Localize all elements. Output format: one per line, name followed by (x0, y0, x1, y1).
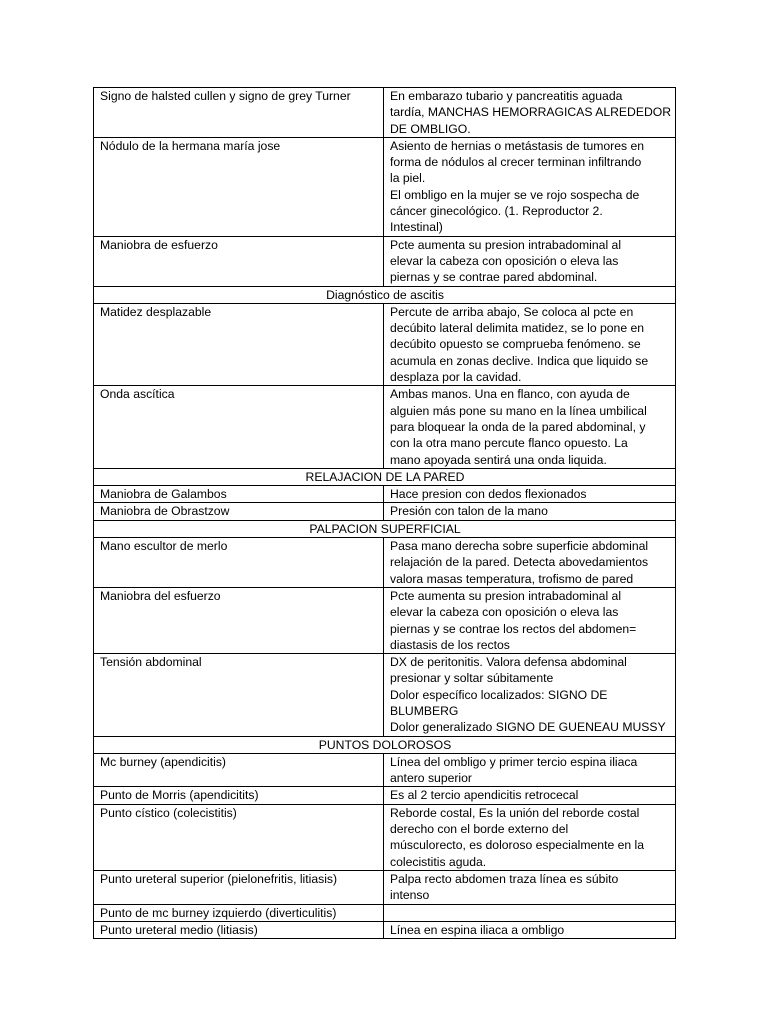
term-cell: Maniobra del esfuerzo (94, 587, 384, 653)
description-line: elevar la cabeza con oposición o eleva las (390, 605, 619, 620)
description-line: mano apoyada sentirá una onda liquida. (390, 452, 607, 467)
table-row (94, 236, 676, 286)
description-line: la piel. (390, 171, 426, 186)
table-row (94, 787, 676, 804)
description-line: para bloquear la onda de la pared abdominal, y (390, 419, 646, 434)
section-title: PUNTOS DOLOROSOS (94, 736, 676, 753)
description-line: colecistitis aguda. (390, 854, 487, 869)
description-line: decúbito lateral delimita matidez, se lo pone en (390, 321, 645, 336)
description-cell (384, 870, 676, 904)
table-row (94, 870, 676, 904)
description-cell (384, 236, 676, 286)
section-title: PALPACION SUPERFICIAL (94, 520, 676, 537)
section-title: RELAJACION DE LA PARED (94, 468, 676, 485)
table-row (94, 753, 676, 787)
description-line: alguien más pone su mano en la línea umbilical (390, 403, 647, 418)
table-row (94, 587, 676, 653)
description-cell (384, 904, 676, 921)
description-line: músculorecto, es doloroso especialmente en la (390, 838, 645, 853)
section-header-row (94, 736, 676, 753)
term-cell: Nódulo de la hermana maría jose (94, 137, 384, 236)
table-row (94, 88, 676, 138)
description-line: BLUMBERG (390, 703, 459, 718)
description-line: tardía, MANCHAS HEMORRAGICAS ALREDEDOR (390, 105, 672, 120)
description-line: intenso (390, 888, 430, 903)
description-line: El ombligo en la mujer se ve rojo sospecha de (390, 187, 640, 202)
description-line (390, 905, 670, 921)
description-line: Es al 2 tercio apendicitis retrocecal (390, 788, 579, 803)
description-line: relajación de la pared. Detecta abovedamientos (390, 555, 649, 570)
term-cell: Punto de mc burney izquierdo (diverticulitis) (94, 904, 384, 921)
description-line: antero superior (390, 771, 472, 786)
description-line: desplaza por la cavidad. (390, 370, 522, 385)
description-line: valora masas temperatura, trofismo de pared (390, 571, 634, 586)
description-cell (384, 804, 676, 870)
description-cell (384, 303, 676, 385)
term-cell: Punto de Morris (apendicitits) (94, 787, 384, 804)
description-line: diastasis de los rectos (390, 637, 510, 652)
description-line: Línea en espina iliaca a ombligo (390, 922, 565, 937)
description-cell (384, 654, 676, 736)
description-line: elevar la cabeza con oposición o eleva las (390, 253, 619, 268)
table-row (94, 486, 676, 503)
term-cell: Mano escultor de merlo (94, 538, 384, 588)
table-row (94, 804, 676, 870)
table-row (94, 654, 676, 736)
description-cell (384, 137, 676, 236)
description-line: Pcte aumenta su presion intrabadominal al (390, 237, 622, 252)
clinical-signs-table (93, 87, 676, 939)
description-line: presionar y soltar súbitamente (390, 671, 554, 686)
term-cell: Punto cístico (colecistitis) (94, 804, 384, 870)
description-cell (384, 486, 676, 503)
description-line: Dolor generalizado SIGNO DE GUENEAU MUSSY (390, 720, 666, 735)
description-cell (384, 503, 676, 520)
description-line: Hace presion con dedos flexionados (390, 487, 587, 502)
table-row (94, 921, 676, 938)
description-line: Reborde costal, Es la unión del reborde costal (390, 805, 640, 820)
term-cell: Maniobra de Galambos (94, 486, 384, 503)
description-line: Dolor específico localizados: SIGNO DE (390, 687, 608, 702)
description-line: piernas y se contrae pared abdominal. (390, 270, 598, 285)
term-cell: Punto ureteral superior (pielonefritis, litiasis) (94, 870, 384, 904)
description-line: DX de peritonitis. Valora defensa abdominal (390, 655, 627, 670)
section-title: Diagnóstico de ascitis (94, 286, 676, 303)
table-row (94, 538, 676, 588)
description-line: Palpa recto abdomen traza línea es súbito (390, 871, 619, 886)
term-cell: Signo de halsted cullen y signo de grey Turner (94, 88, 384, 138)
description-line: En embarazo tubario y pancreatitis aguada (390, 89, 623, 103)
term-cell: Matidez desplazable (94, 303, 384, 385)
term-cell: Mc burney (apendicitis) (94, 753, 384, 787)
description-cell (384, 88, 676, 138)
description-cell (384, 386, 676, 468)
section-header-row (94, 468, 676, 485)
description-cell (384, 921, 676, 938)
description-line: cáncer ginecológico. (1. Reproductor 2. (390, 204, 603, 219)
description-cell (384, 538, 676, 588)
description-line: Percute de arriba abajo, Se coloca al pcte en (390, 304, 634, 319)
description-line: decúbito opuesto se comprueba fenómeno. se (390, 337, 641, 352)
description-line: Intestinal) (390, 220, 443, 235)
term-cell: Punto ureteral medio (litiasis) (94, 921, 384, 938)
description-cell (384, 587, 676, 653)
table-row (94, 303, 676, 385)
description-line: Línea del ombligo y primer tercio espina iliaca (390, 754, 638, 769)
table-row (94, 503, 676, 520)
description-line: Presión con talon de la mano (390, 504, 548, 519)
description-line: Pasa mano derecha sobre superficie abdominal (390, 539, 649, 554)
table-row (94, 386, 676, 468)
term-cell: Tensión abdominal (94, 654, 384, 736)
description-line: Ambas manos. Una en flanco, con ayuda de (390, 387, 630, 402)
term-cell: Maniobra de esfuerzo (94, 236, 384, 286)
table-row (94, 904, 676, 921)
description-line: DE OMBLIGO. (390, 121, 471, 136)
description-line: derecho con el borde externo del (390, 822, 569, 837)
description-line: piernas y se contrae los rectos del abdomen= (390, 621, 637, 636)
description-cell (384, 787, 676, 804)
description-line: Pcte aumenta su presion intrabadominal al (390, 588, 622, 603)
description-line: Asiento de hernias o metástasis de tumores en (390, 138, 645, 153)
table-row (94, 137, 676, 236)
description-line: forma de nódulos al crecer terminan infiltrando (390, 155, 642, 170)
section-header-row (94, 520, 676, 537)
description-line: con la otra mano percute flanco opuesto. La (390, 436, 628, 451)
term-cell: Onda ascítica (94, 386, 384, 468)
description-line: acumula en zonas declive. Indica que liquido se (390, 353, 649, 368)
section-header-row (94, 286, 676, 303)
description-cell (384, 753, 676, 787)
table-body (94, 88, 676, 939)
term-cell: Maniobra de Obrastzow (94, 503, 384, 520)
